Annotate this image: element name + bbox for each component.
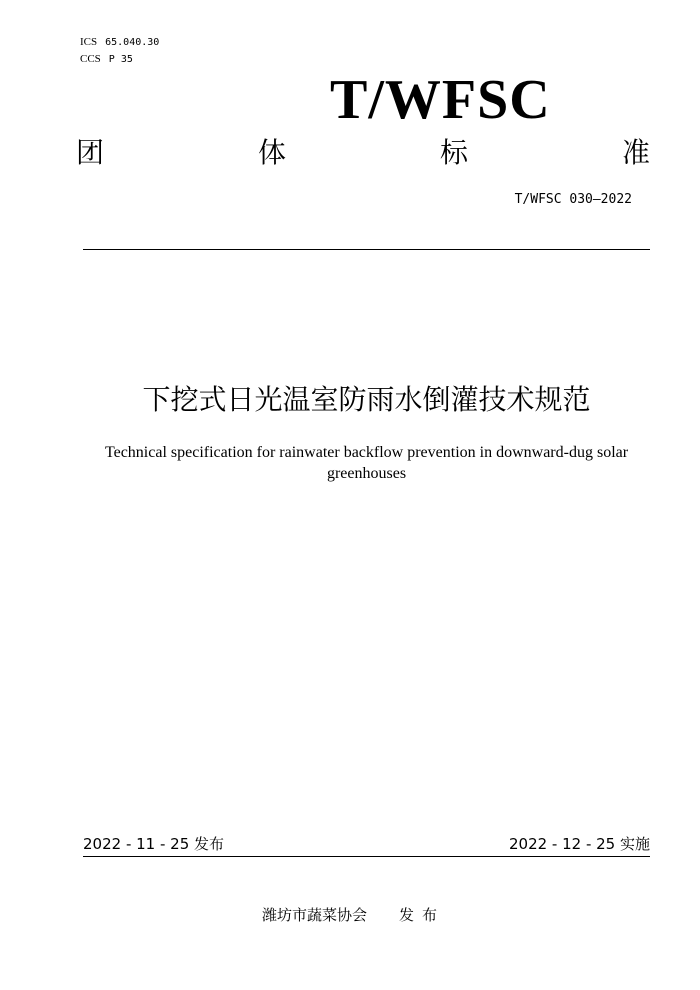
publisher-action: 发布 [399,906,446,924]
brand-logo-text: T/WFSC [330,69,551,131]
publisher [262,905,445,925]
classification-codes [80,34,159,68]
standard-type-char: 标 [439,136,468,169]
standard-type-char: 准 [621,136,650,169]
publisher-name: 潍坊市蔬菜协会 [262,906,368,924]
standard-number: T/WFSC 030—2022 [514,192,632,207]
ics-code [80,34,159,51]
standard-type-char: 体 [257,136,286,169]
title-chinese: 下挖式日光温室防雨水倒灌技术规范 [142,383,591,416]
ics-label: ICS [80,36,98,48]
implement-date: 2022 - 12 - 25 实施 [508,835,650,853]
issue-date: 2022 - 11 - 25 发布 [83,835,225,853]
ccs-value: P 35 [108,54,133,65]
standard-type-char: 团 [76,136,105,169]
top-divider [83,249,650,250]
ics-value: 65.040.30 [105,37,160,48]
standard-type [76,136,650,170]
ccs-label: CCS [80,53,101,65]
title-english: Technical specification for rainwater backflow prevention in downward-dug solar greenhouses [104,444,629,482]
bottom-divider [83,856,650,857]
ccs-code [80,51,159,68]
